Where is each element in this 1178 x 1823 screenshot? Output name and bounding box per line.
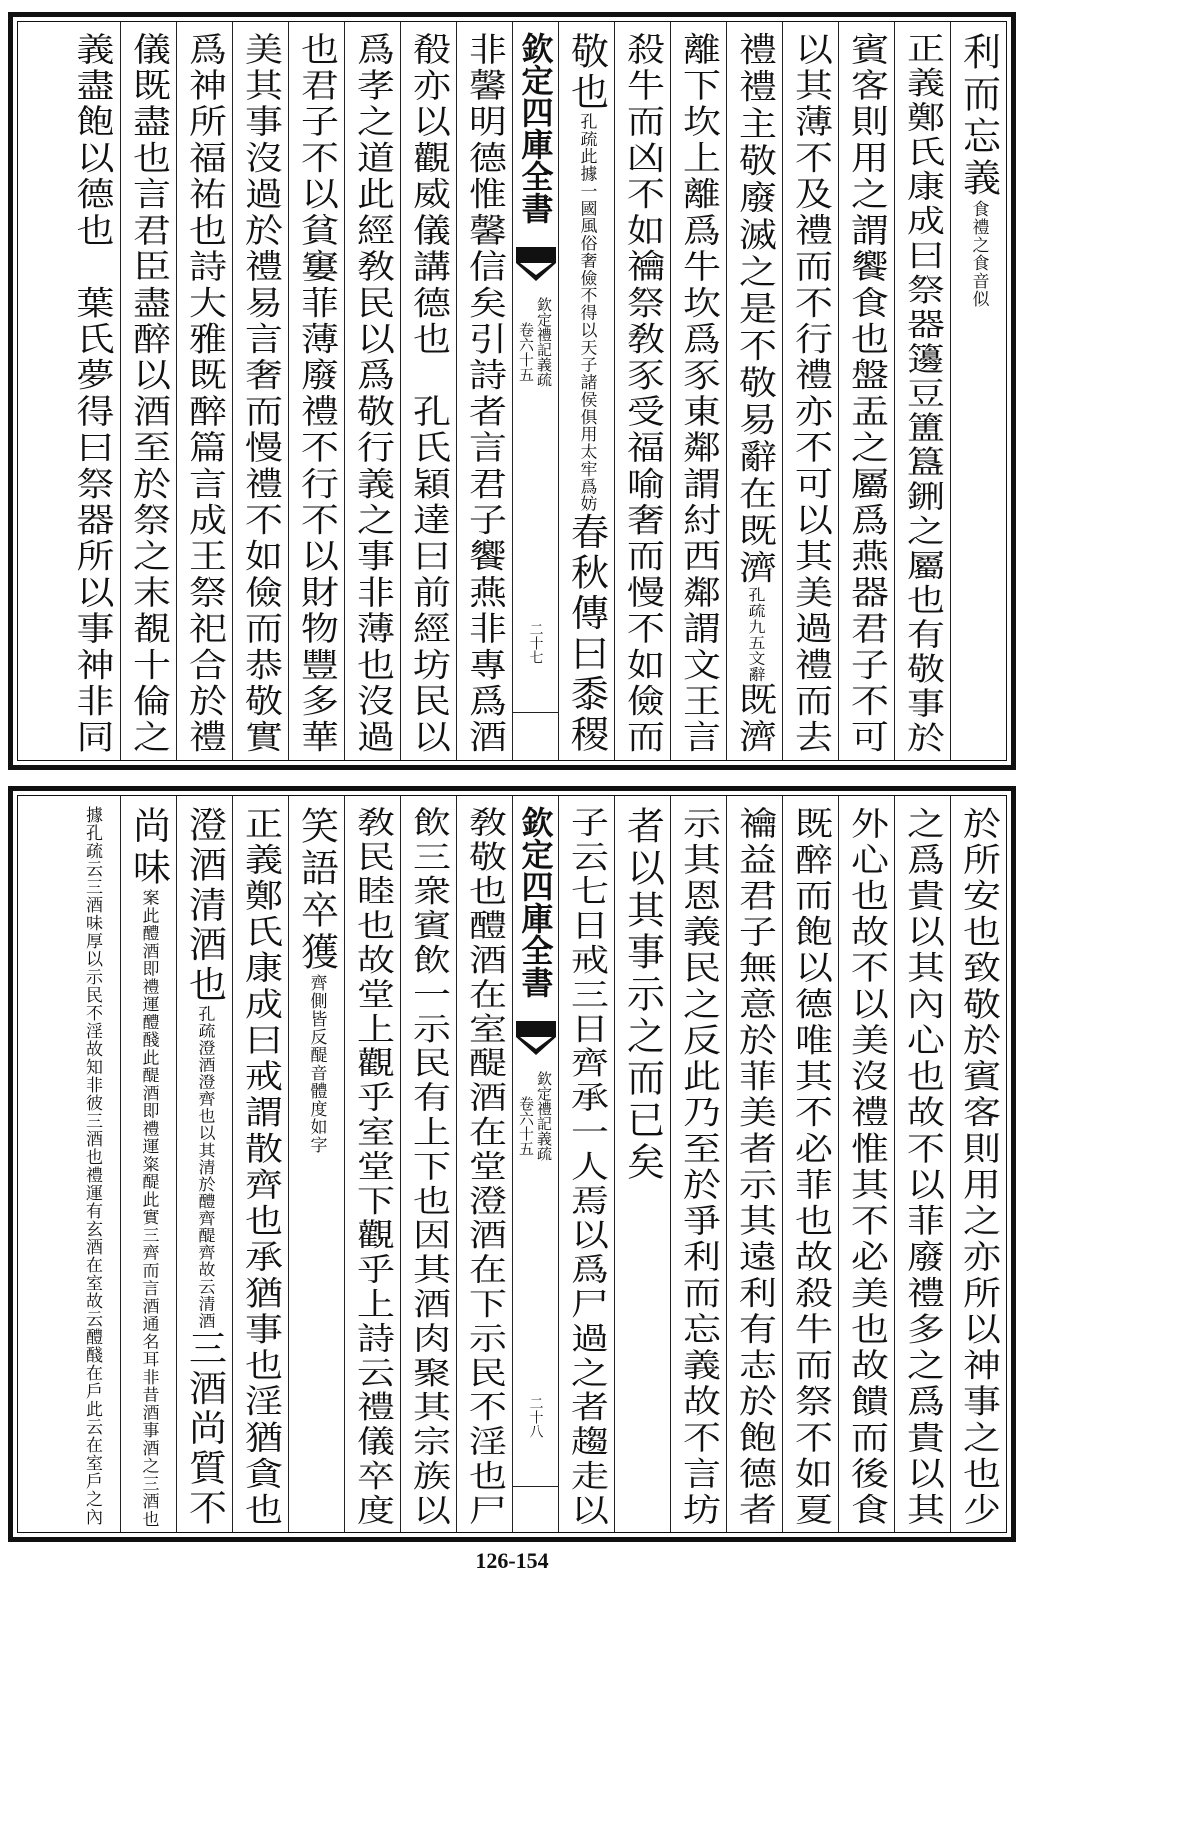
- bottom-page-frame: [8, 786, 1016, 1542]
- top-fold-center: [512, 22, 558, 760]
- top-column-left-2: [400, 22, 456, 760]
- top-column-left-4: [288, 22, 344, 760]
- main-text: 禴益君子無意於菲美者示其遠利有志於飽德者: [732, 806, 777, 1529]
- fold-divider: [513, 1486, 558, 1487]
- fold-volume-title: 欽定禮記義疏: [535, 297, 553, 387]
- main-text: 殽亦以觀威儀講德也 孔氏穎達曰前經坊民以: [406, 32, 451, 757]
- top-column-right-2: [894, 22, 950, 760]
- column-text: [840, 32, 894, 756]
- fold-page-number: 二十七: [527, 622, 544, 664]
- main-text: 之爲貴以其內心也故不以菲廢禮多之爲貴以其: [900, 806, 945, 1529]
- main-text-continued: 三酒尚質不: [182, 1329, 227, 1529]
- fold-volume-number: 卷六十五: [517, 322, 535, 382]
- main-text: 笑語卒獲: [294, 806, 339, 974]
- column-text: [458, 32, 512, 756]
- annotation-text: 孔疏澄酒澄齊也以其清於醴齊醍齊故云清酒: [194, 1005, 215, 1330]
- column-text: [952, 32, 1006, 308]
- main-text: 爲神所福祐也詩大雅既醉篇言成王祭祀合於禮: [182, 32, 227, 757]
- main-text: 義盡飽以德也 葉氏夢得曰祭器所以事神非同: [70, 32, 114, 757]
- bottom-page-columns: [17, 795, 1007, 1533]
- bottom-column-right-7: [614, 796, 670, 1532]
- main-text: 尚味: [126, 806, 171, 889]
- main-text: 正義鄭氏康成曰戒謂散齊也承猶事也淫猶貪也: [238, 806, 283, 1529]
- column-text: [728, 806, 782, 1528]
- top-column-right-8: [558, 22, 614, 760]
- main-text-continued: 春秋傳曰黍稷: [564, 512, 609, 756]
- bottom-column-left-6: [176, 796, 232, 1532]
- bottom-column-left-1: [456, 796, 512, 1532]
- main-text: 敎民睦也故堂上觀乎室堂下觀乎上詩云禮儀卒度: [350, 806, 395, 1529]
- column-text: [122, 32, 176, 756]
- column-text: [784, 32, 838, 756]
- page-footer-number: 126-154: [475, 1548, 549, 1573]
- bottom-column-left-5: [232, 796, 288, 1532]
- top-page-frame: [8, 12, 1016, 770]
- top-column-right-4: [782, 22, 838, 760]
- main-text: 以其薄不及禮而不行禮亦不可以其美過禮而去: [788, 32, 833, 757]
- main-text: 殺牛而凶不如禴祭敎豕受福喻奢而慢不如儉而: [620, 32, 665, 757]
- column-text: [458, 806, 512, 1528]
- bottom-column-left-3: [344, 796, 400, 1532]
- top-page-columns: [17, 21, 1007, 761]
- bottom-column-right-5: [726, 796, 782, 1532]
- top-column-left-6: [176, 22, 232, 760]
- main-text: 利而忘義: [956, 32, 1001, 200]
- main-text: 非馨明德惟馨信矣引詩者言君子饗燕非專爲酒: [462, 32, 507, 757]
- annotation-text: 齊側皆反醍音體度如字: [306, 974, 327, 1154]
- column-text: [616, 32, 670, 756]
- fold-page-number: 二十八: [527, 1396, 544, 1438]
- column-text: [616, 806, 670, 1184]
- column-text: [234, 806, 288, 1528]
- column-text: [65, 32, 119, 756]
- bottom-column-right-6: [670, 796, 726, 1532]
- main-text: 外心也故不以美沒禮惟其不必美也故饋而後食: [844, 806, 889, 1529]
- column-text: [784, 806, 838, 1528]
- main-text-continued: 既濟: [732, 682, 777, 757]
- fold-divider: [513, 712, 558, 713]
- bottom-column-right-1: [950, 796, 1006, 1532]
- column-text: [728, 32, 782, 756]
- bottom-column-right-8: [558, 796, 614, 1532]
- column-text: [290, 806, 344, 1154]
- annotation-text: 據孔疏云三酒味厚以示民不淫故知非彼三酒也禮運有玄酒在室故云醴醆在戶此云在室戶之內: [82, 806, 102, 1526]
- column-text: [672, 32, 726, 756]
- column-text: [122, 806, 176, 1528]
- column-text: [234, 32, 288, 756]
- fold-volume-number: 卷六十五: [517, 1096, 535, 1156]
- bottom-column-right-4: [782, 796, 838, 1532]
- bottom-column-right-2: [894, 796, 950, 1532]
- bottom-column-left-8: [64, 796, 120, 1532]
- top-column-left-1: [456, 22, 512, 760]
- bottom-column-left-4: [288, 796, 344, 1532]
- column-text: [402, 806, 456, 1528]
- column-text: [896, 806, 950, 1528]
- top-column-right-3: [838, 22, 894, 760]
- column-text: [346, 806, 400, 1528]
- annotation-text: 孔疏九五文辭: [744, 587, 765, 683]
- column-text: [560, 32, 614, 756]
- column-text: [896, 32, 950, 756]
- column-text: [840, 806, 894, 1528]
- bottom-column-right-3: [838, 796, 894, 1532]
- bottom-fold-center: [512, 796, 558, 1532]
- top-column-left-5: [232, 22, 288, 760]
- main-text: 正義鄭氏康成曰祭器籩豆簠簋鉶之屬也有敬事於: [900, 32, 945, 757]
- fold-title: 欽定四庫全書: [516, 806, 555, 998]
- fishtail-mark-icon: [516, 1021, 556, 1061]
- column-text: [952, 806, 1006, 1528]
- column-text: [178, 806, 232, 1528]
- top-column-right-1: [950, 22, 1006, 760]
- top-column-left-7: [120, 22, 176, 760]
- main-text: 禮禮主敬廢滅之是不敬易辭在既濟: [732, 32, 777, 588]
- column-text: [560, 806, 614, 1528]
- main-text: 示其恩義民之反此乃至於爭利而忘義故不言坊: [676, 806, 721, 1529]
- top-column-left-8: [64, 22, 120, 760]
- top-column-right-7: [614, 22, 670, 760]
- annotation-text: 孔疏此據一國風俗奢儉不得以天子諸侯俱用太牢爲妨: [576, 113, 597, 513]
- main-text: 既醉而飽以德唯其不必菲也故殺牛而祭不如夏: [788, 806, 833, 1529]
- annotation-text: 食禮之食音似: [968, 200, 989, 308]
- top-column-right-5: [726, 22, 782, 760]
- bottom-column-left-7: [120, 796, 176, 1532]
- main-text: 者以其事示之而已矣: [620, 806, 665, 1184]
- main-text: 賓客則用之謂饗食也盤盂之屬爲燕器君子不可: [844, 32, 889, 757]
- top-column-left-3: [344, 22, 400, 760]
- column-text: [81, 806, 103, 1526]
- main-text: 於所安也致敬於賓客則用之亦所以神事之也少: [956, 806, 1001, 1529]
- column-text: [290, 32, 344, 756]
- annotation-text: 案此醴酒即禮運醴醆此醍酒即禮運粢醍此實三齊而言酒通名耳非昔酒事酒之三酒也: [138, 888, 159, 1528]
- main-text: 敎敬也醴酒在室醍酒在堂澄酒在下示民不淫也尸: [462, 806, 507, 1529]
- main-text: 敬也: [564, 32, 609, 114]
- bottom-column-left-2: [400, 796, 456, 1532]
- column-text: [178, 32, 232, 756]
- main-text: 澄酒清酒也: [182, 806, 227, 1006]
- column-text: [402, 32, 456, 756]
- fishtail-mark-icon: [516, 247, 556, 287]
- main-text: 也君子不以貧窶菲薄廢禮不行不以財物豐多華: [294, 32, 339, 757]
- main-text: 子云七日戒三日齊承一人焉以爲尸過之者趨走以: [564, 806, 609, 1529]
- fold-volume-title: 欽定禮記義疏: [535, 1071, 553, 1161]
- main-text: 儀既盡也言君臣盡醉以酒至於祭之末覩十倫之: [126, 32, 171, 757]
- top-column-right-6: [670, 22, 726, 760]
- main-text: 離下坎上離爲牛坎爲豕東鄰謂紂西鄰謂文王言: [676, 32, 721, 757]
- fold-title: 欽定四庫全書: [516, 32, 555, 224]
- main-text: 飲三衆賓飲一示民有上下也因其酒肉聚其宗族以: [406, 806, 451, 1529]
- column-text: [672, 806, 726, 1528]
- main-text: 爲孝之道此經敎民以爲敬行義之事非薄也沒過: [350, 32, 395, 757]
- column-text: [346, 32, 400, 756]
- main-text: 美其事沒過於禮易言奢而慢禮不如儉而恭敬實: [238, 32, 283, 757]
